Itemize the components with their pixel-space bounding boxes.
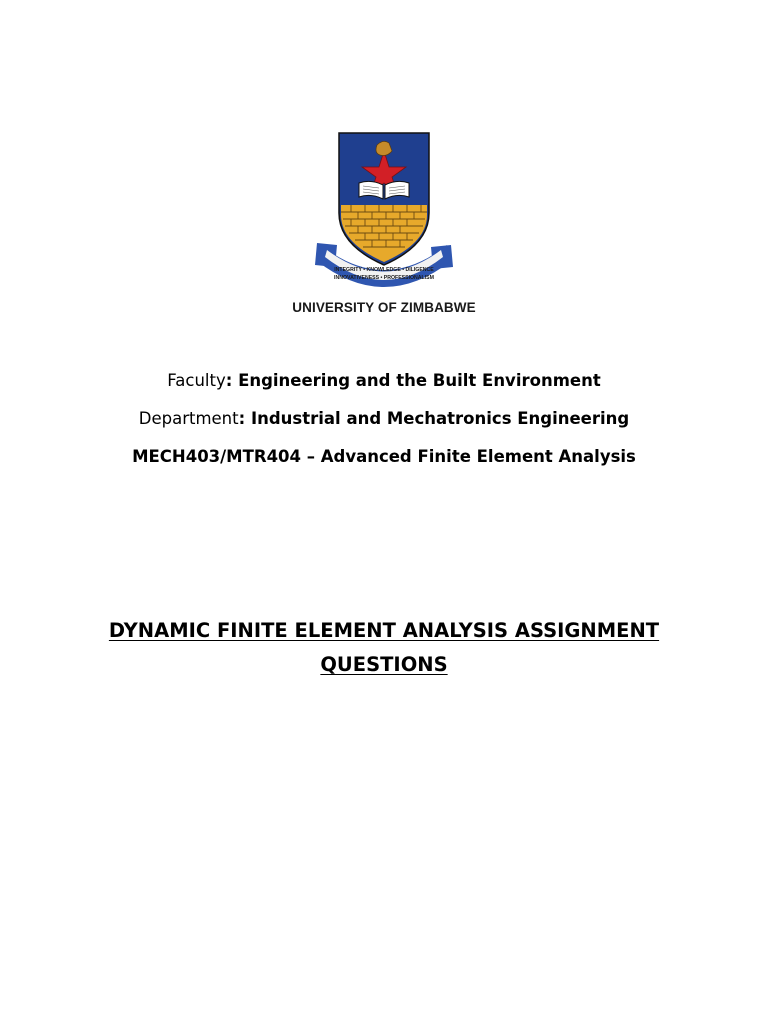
assignment-title: DYNAMIC FINITE ELEMENT ANALYSIS ASSIGNMENT QUESTIONS bbox=[108, 619, 660, 676]
department-separator: : bbox=[238, 409, 251, 428]
department-value: Industrial and Mechatronics Engineering bbox=[250, 409, 630, 428]
faculty-label: Faculty bbox=[167, 371, 226, 390]
faculty-value: Engineering and the Built Environment bbox=[238, 371, 601, 390]
department-line bbox=[0, 409, 768, 428]
course-title: MECH403/MTR404 – Advanced Finite Element Analysis bbox=[132, 447, 636, 466]
faculty-line bbox=[0, 371, 768, 390]
university-name: UNIVERSITY OF ZIMBABWE bbox=[292, 300, 476, 315]
crest-icon bbox=[255, 95, 513, 357]
motto-line1: INTEGRITY • KNOWLEDGE • DILIGENCE bbox=[334, 267, 434, 273]
faculty-separator: : bbox=[225, 371, 239, 390]
university-logo bbox=[255, 95, 513, 357]
motto-line2: INNOVATIVENESS • PROFESSIONALISM bbox=[334, 275, 434, 281]
department-label: Department bbox=[138, 409, 239, 428]
